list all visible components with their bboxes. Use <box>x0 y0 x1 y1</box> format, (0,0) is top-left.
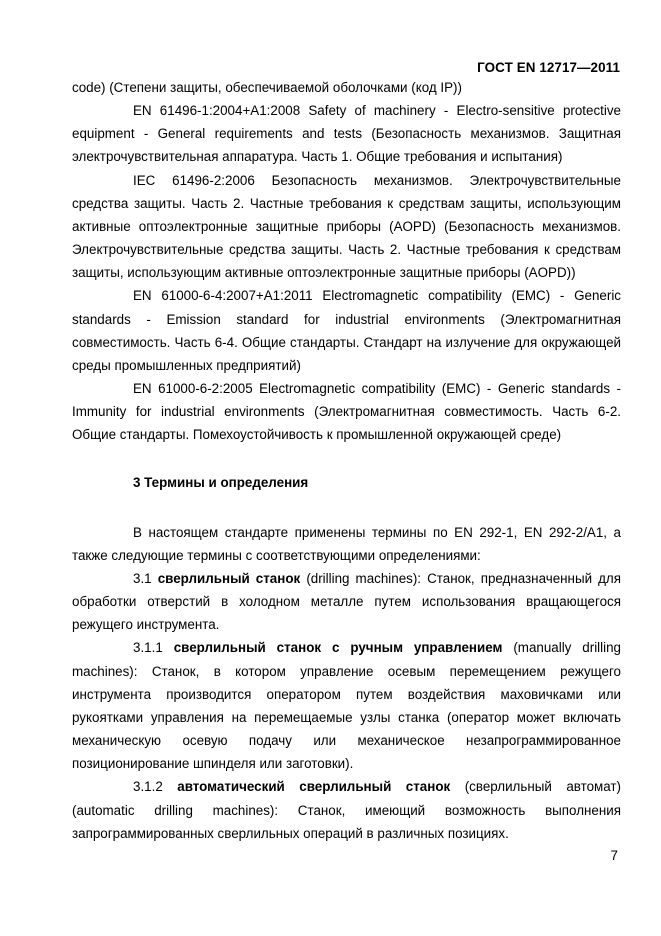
term-number: 3.1 <box>133 570 152 586</box>
reference-en-61000-6-2: EN 61000-6-2:2005 Electromagnetic compatibility (EMC) - Generic standards - Immunity for industrial environments (Электромагнитная совместимость. Часть 6-2. Общие стандарты. Помехоустойчивость к промышленной окружающей среде) <box>72 381 621 443</box>
term-name: сверлильный станок <box>157 570 301 586</box>
reference-continuation: code) (Степени защиты, обеспечиваемой оболочками (код IP)) <box>72 80 462 95</box>
term-name: автоматический сверлильный станок <box>177 779 451 795</box>
term-number: 3.1.2 <box>133 779 163 795</box>
term-definition: (drilling machines): Станок, предназначенный для обработки отверстий в холодном металле путем использования вращающегося режущего инструмента. <box>72 570 621 633</box>
title-spacer <box>72 494 621 521</box>
page-content <box>72 76 621 845</box>
section-title: 3 Термины и определения <box>133 474 309 490</box>
reference-en-61496-1: EN 61496-1:2004+A1:2008 Safety of machinery - Electro-sensitive protective equipment - General requirements and tests (Безопасность механизмов. Защитная электрочувствительная аппаратура. Часть 1. Общие требования и испытания) <box>72 103 621 165</box>
term-3-1-1 <box>72 636 621 775</box>
reference-iec-61496-2: IEC 61496-2:2006 Безопасность механизмов. Электрочувствительные средства защиты. Часть 2. Частные требования к средствам защиты, использующим активные оптоэлектронные защитные приборы (AOPD) (Безопасность механизмов. Электрочувствительные средства защиты. Часть 2. Частные требования к средствам защиты, использующим активные оптоэлектронные защитные приборы (AOPD)) <box>72 172 621 281</box>
term-3-1 <box>72 567 621 636</box>
reference-en-61000-6-4: EN 61000-6-4:2007+A1:2011 Electromagnetic compatibility (EMC) - Generic standards - Emission standard for industrial environments (Электромагнитная совместимость. Часть 6-4. Общие стандарты. Стандарт на излучение для окружающей среды промышленных предприятий) <box>72 288 621 373</box>
term-number: 3.1.1 <box>133 640 163 656</box>
term-definition: (manually drilling machines): Станок, в котором управление осевым перемещением режущего инструмента производится оператором путем воздействия маховичками или рукоятками управления на перемещаемые узлы станка (оператор может включать механическую осевую подачу или механическое незапрограммированное позиционирование шпинделя или заготовки). <box>72 640 621 772</box>
section-intro: В настоящем стандарте применены термины по EN 292-1, EN 292-2/A1, а также следующие термины с соответствующими определениями: <box>72 524 621 563</box>
standard-header: ГОСТ EN 12717—2011 <box>477 60 620 75</box>
term-definition: (сверлильный автомат) (automatic drilling machines): Станок, имеющий возможность выполнения запрограммированных сверлильных операций в различных позициях. <box>72 779 621 841</box>
section-spacer <box>72 447 621 471</box>
term-3-1-2 <box>72 775 621 844</box>
term-name: сверлильный станок с ручным управлением <box>173 640 503 656</box>
page-number: 7 <box>610 848 618 863</box>
